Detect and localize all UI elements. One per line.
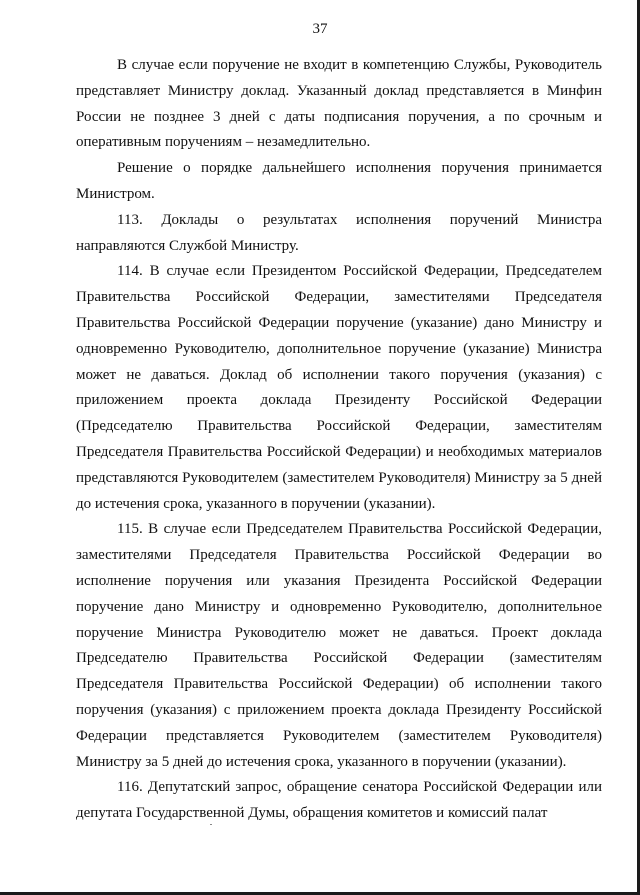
document-body — [76, 53, 602, 827]
paragraph-116: 116. Депутатский запрос, обращение сенатора Российской Федерации или депутата Государственной Думы, обращения комитетов и комиссий палат — [76, 779, 602, 822]
paragraph-114: 114. В случае если Президентом Российской Федерации, Председателем Правительства Российской Федерации, заместителями Председателя Правительства Российской Федерации поручение (указание) дано Министру и одновременно Руководителю, дополнительное поручение (указание) Министра может не даваться. Доклад об исполнении такого поручения (указания) с приложением проекта доклада Президенту Российской Федерации (Председателю Правительства Российской Федерации, заместителям Председателя Правительства Российской Федерации) и необходимых материалов представляются Руководителем (заместителем Руководителя) Министру за 5 дней до истечения срока, указанного в поручении (указании). — [76, 263, 602, 512]
paragraph-115: 115. В случае если Председателем Правительства Российской Федерации, заместителями Председателя Правительства Российской Федерации во исполнение поручения или указания Президента Российской Федерации поручение дано Министру и одновременно Руководителю, дополнительное поручение Министра Руководителю может не даваться. Проект доклада Председателю Правительства Российской Федерации (заместителям Председателя Правительства Российской Федерации) об исполнении такого поручения (указания) с приложением проекта доклада Президенту Российской Федерации представляется Руководителем (заместителем Руководителя) Министру за 5 дней до истечения срока, указанного в поручении (указании). — [76, 521, 602, 770]
page-number: 37 — [312, 21, 328, 37]
paragraph-decision-minister: Решение о порядке дальнейшего исполнения поручения принимается Министром. — [76, 160, 602, 202]
paragraph-113: 113. Доклады о результатах исполнения поручений Министра направляются Службой Министру. — [76, 211, 602, 254]
scan-speck — [210, 824, 212, 825]
paragraph-service-competence: В случае если поручение не входит в компетенцию Службы, Руководитель представляет Министру доклад. Указанный доклад представляется в Минфин России не позднее 3 дней с даты подписания поручения, а по срочным и оперативным поручениям – незамедлительно. — [76, 57, 602, 151]
